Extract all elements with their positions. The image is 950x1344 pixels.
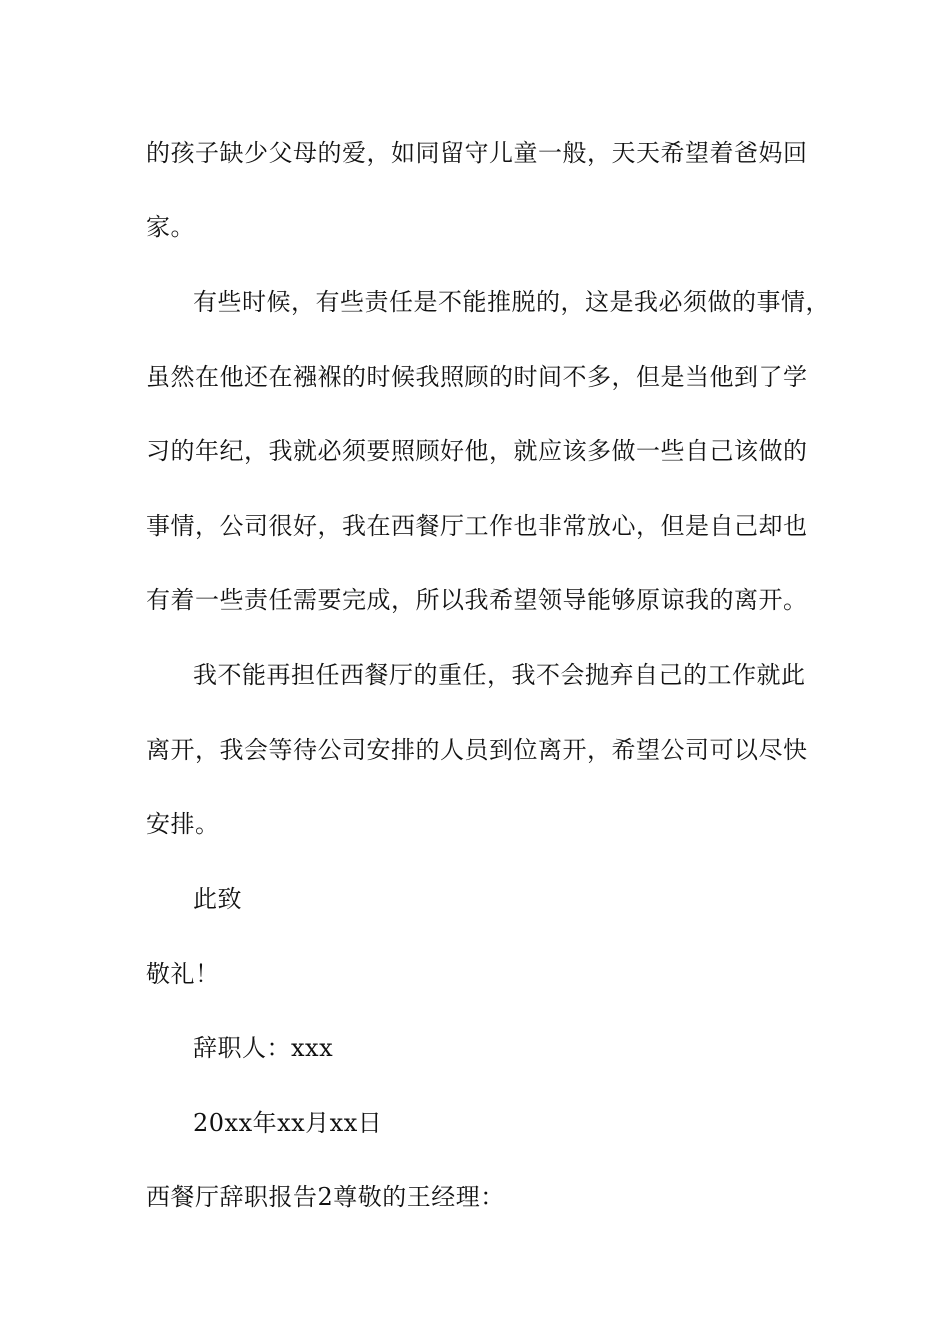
closing-salutation: 此致 <box>193 885 242 913</box>
paragraph-line: 事情，公司很好，我在西餐厅工作也非常放心，但是自己却也 <box>146 512 808 540</box>
paragraph-line: 家。 <box>146 213 195 241</box>
paragraph-line: 离开，我会等待公司安排的人员到位离开，希望公司可以尽快 <box>146 736 808 764</box>
paragraph-line: 有着一些责任需要完成，所以我希望领导能够原谅我的离开。 <box>146 586 808 614</box>
paragraph-line: 习的年纪，我就必须要照顾好他，就应该多做一些自己该做的 <box>146 437 808 465</box>
date-line: 20xx年xx月xx日 <box>193 1109 383 1137</box>
closing-regards: 敬礼！ <box>146 960 220 988</box>
paragraph-line: 有些时候，有些责任是不能推脱的，这是我必须做的事情， <box>193 288 830 316</box>
signature-line: 辞职人：xxx <box>193 1034 334 1062</box>
paragraph-line: 我不能再担任西餐厅的重任，我不会抛弃自己的工作就此 <box>193 661 806 689</box>
paragraph-line: 安排。 <box>146 810 220 838</box>
paragraph-line: 的孩子缺少父母的爱，如同留守儿童一般，天天希望着爸妈回 <box>146 139 808 167</box>
next-section-heading: 西餐厅辞职报告2尊敬的王经理： <box>146 1183 505 1211</box>
paragraph-line: 虽然在他还在襁褓的时候我照顾的时间不多，但是当他到了学 <box>146 363 808 391</box>
